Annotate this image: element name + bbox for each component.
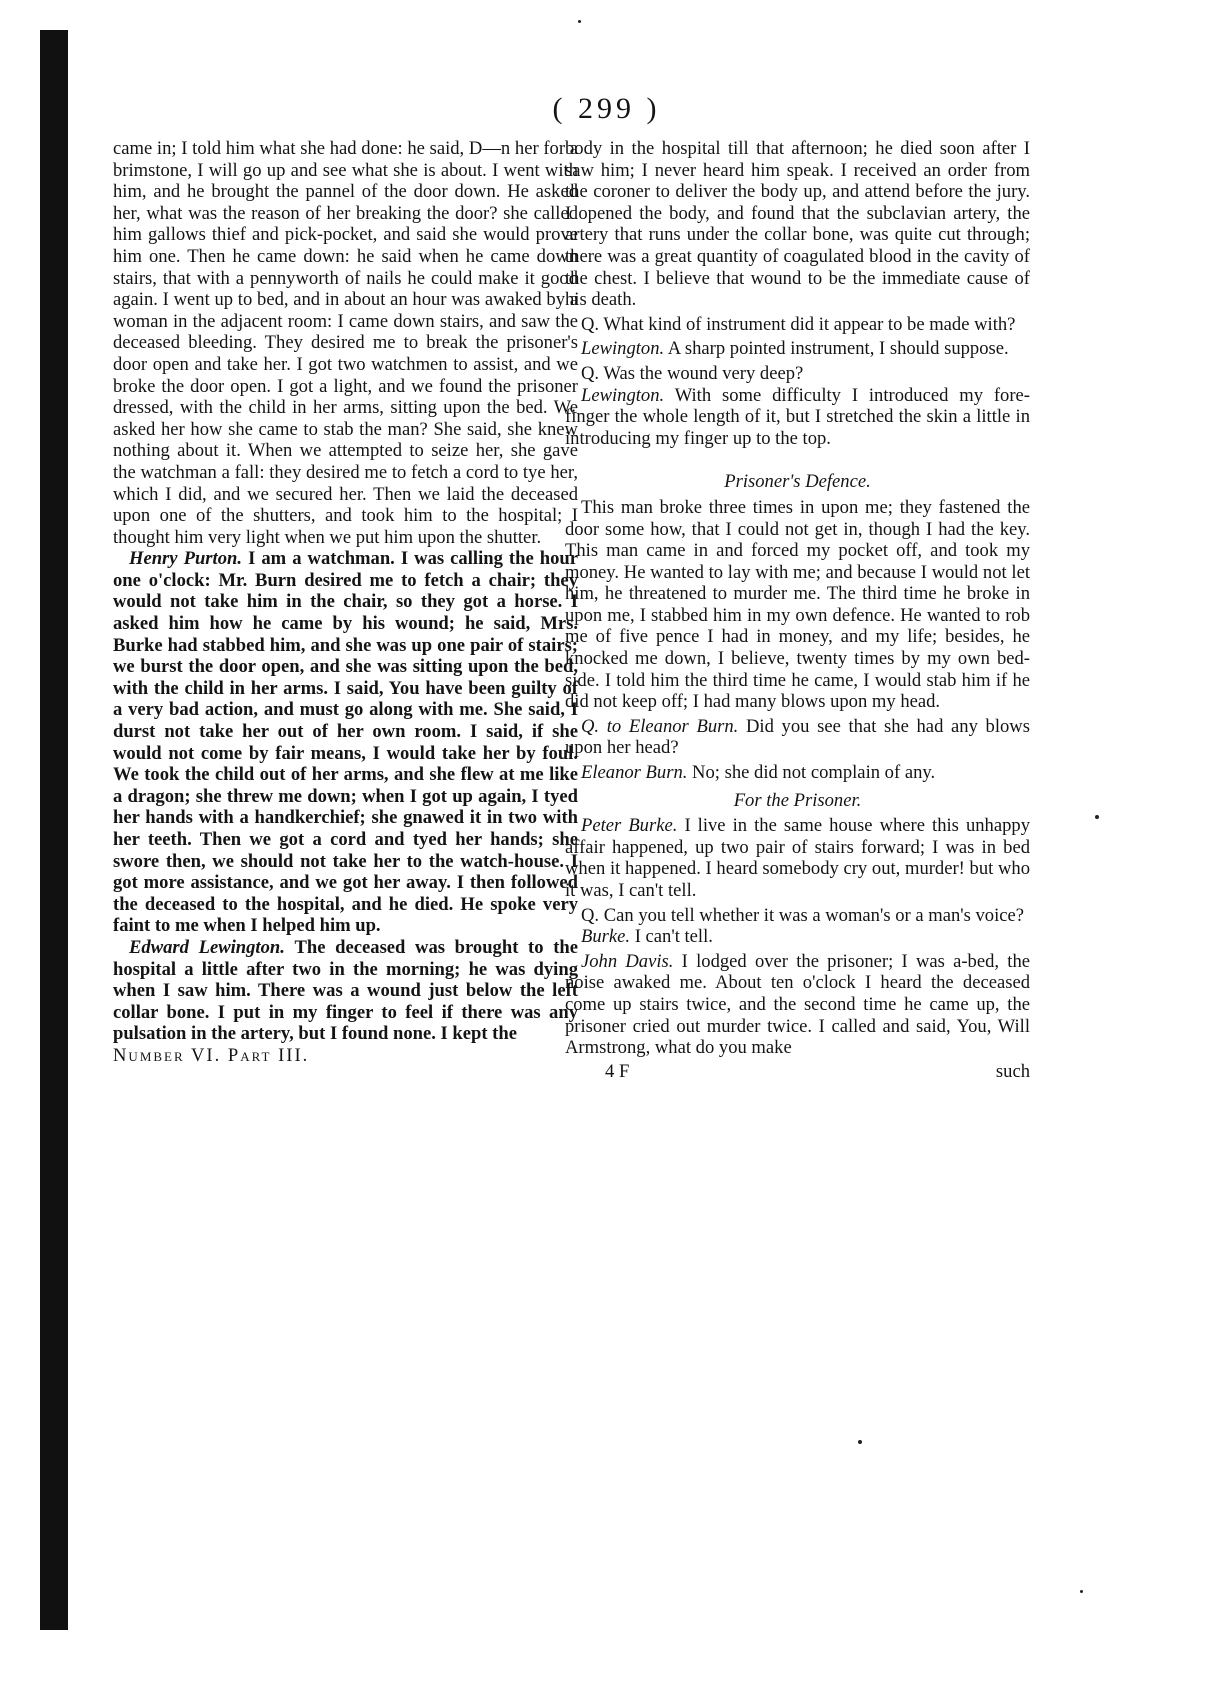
question-instrument: Q. What kind of instrument did it appear to be made with? xyxy=(581,313,1016,335)
question-wound-depth: Q. Was the wound very deep? xyxy=(581,362,804,384)
answer-text: No; she did not complain of any. xyxy=(692,762,936,784)
binding-edge xyxy=(40,30,68,1630)
speaker-name: Lewington. xyxy=(581,338,665,360)
ink-speck xyxy=(1095,815,1099,819)
answer-text: A sharp pointed instrument, I should suppose. xyxy=(667,338,1009,360)
speaker-name: Lewington. xyxy=(581,384,665,406)
speaker-name: Burke. xyxy=(581,926,631,948)
section-heading-for-prisoner: For the Prisoner. xyxy=(733,789,862,811)
speaker-name: John Davis. xyxy=(581,950,674,972)
testimony-text: I am a watchman. I was calling the hour one o'clock: Mr. Burn desired me to fetch a chair; they would not take him in the chair, so they got a horse. I asked him how he came by his wound; he said, Mrs. Burke had stabbed him, and she was up one pair of stairs; we burst the door open, and she was sitting upon the bed, with the child in her arms. I said, You have been guilty of a very bad action, and must go along with me. She said, I durst not take her out of her own room. I said, if she would not come by fair means, I would take her by foul. We took the child out of her arms, and she flew at me like a dragon; she threw me down; when I got up again, I tyed her hands with a handkerchief; she gnawed it in two with her teeth. Then we got a cord and tyed her hands; she swore then, we should not take her to the watch-house. I got more assistance, and we got her away. I then followed the deceased to the hospital, and he died. He spoke very faint to me when I helped him up. xyxy=(113,548,578,937)
testimony-edward-lewington xyxy=(113,937,578,1045)
question-voice: Q. Can you tell whether it was a woman's or a man's voice? xyxy=(581,904,1025,926)
section-heading-defence: Prisoner's Defence. xyxy=(724,471,871,493)
testimony-henry-purton xyxy=(113,548,578,937)
left-paragraph-continuation: came in; I told him what she had done: he said, D—n her for a brimstone, I will go up and see what she is about. I went with him, and he brought the pannel of the door down. He asked her, what was the reason of her breaking the door? she called him gallows thief and pick-pocket, and said she would prove him one. Then he came down: he said when he came down stairs, that with a pennyworth of nails he could make it good again. I went up to bed, and in about an hour was awaked by a woman in the adjacent room: I came down stairs, and saw the deceased bleeding. They desired me to break the prisoner's door open and take her. I got two watchmen to assist, and we broke the door open. I got a light, and we found the prisoner dressed, with the child in her arms, sitting upon the bed. We asked her how she came to stab the man? She said, she knew nothing about it. When we attempted to seize her, she gave the watchman a fall: they desired me to fetch a cord to tye her, which I did, and we secured her. Then we laid the deceased upon one of the shutters, and took him to the hospital; I thought him very light when we put him upon the shutter. xyxy=(113,138,578,548)
ink-speck xyxy=(858,1440,862,1444)
answer-burke xyxy=(565,926,1030,948)
page-number: ( 299 ) xyxy=(552,92,661,125)
testimony-john-davis xyxy=(565,951,1030,1059)
speaker-name: Eleanor Burn. xyxy=(581,762,688,784)
part-footer: Number VI. Part III. xyxy=(113,1044,310,1066)
right-column xyxy=(565,138,1030,1082)
answer-wound-depth xyxy=(565,385,1030,450)
speaker-name: Edward Lewington. xyxy=(129,936,285,958)
speaker-name: Henry Purton. xyxy=(129,548,242,570)
speaker-name: Q. to Eleanor Burn. xyxy=(581,715,739,737)
question-to-eleanor-burn xyxy=(565,716,1030,759)
right-paragraph-continuation: body in the hospital till that afternoon; he died soon after I saw him; I never heard him speak. I received an order from the coroner to deliver the body up, and attend before the jury. I opened the body, and found that the subclavian artery, the artery that runs under the collar bone, was quite cut through; there was a great quantity of coagulated blood in the cavity of the chest. I believe that wound to be the immediate cause of his death. xyxy=(565,138,1030,311)
testimony-text: I live in the same house where this unhappy affair happened, up two pair of stairs forward; I was in bed when it happened. I heard somebody cry out, murder! but who it was, I can't tell. xyxy=(565,815,1030,901)
answer-text: I can't tell. xyxy=(634,926,713,948)
answer-eleanor-burn xyxy=(565,762,1030,784)
answer-instrument xyxy=(565,338,1030,360)
question-text: Did you see that she had any blows upon her head? xyxy=(565,715,1030,759)
answer-text: With some difficulty I introduced my fore-finger the whole length of it, but I stretched the skin a little in introducing my finger up to the top. xyxy=(565,384,1030,449)
ink-speck xyxy=(578,20,581,23)
catchword: such xyxy=(995,1060,1030,1082)
signature-mark: 4 F xyxy=(605,1060,630,1082)
catchline xyxy=(565,1061,1030,1083)
testimony-text: I lodged over the prisoner; I was a-bed, the noise awaked me. About ten o'clock I heard the deceased come up stairs twice, and the second time he came up, the prisoner cried out murder twice. I called and said, You, Will Armstrong, what do you make xyxy=(565,950,1030,1059)
ink-speck xyxy=(1080,1590,1083,1593)
prisoner-defence-text: This man broke three times in upon me; they fastened the door some how, that I could not get in, though I had the key. This man came in and forced my pocket off, and took my money. He wanted to lay with me; and because I would not let him, he threatened to murder me. The third time he broke in upon me, I stabbed him in my own defence. He wanted to rob me of five pence I had in money, and my life; besides, he knocked me down, I believe, twenty times by my own bed-side. I told him the third time he came, I would stab him if he did not keep off; I had many blows upon my head. xyxy=(565,496,1030,713)
left-column xyxy=(113,138,578,1067)
testimony-text: The deceased was brought to the hospital a little after two in the morning; he was dying when I saw him. There was a wound just below the left collar bone. I put in my finger to feel if there was any pulsation in the artery, but I found none. I kept the xyxy=(113,936,578,1045)
testimony-peter-burke xyxy=(565,815,1030,901)
speaker-name: Peter Burke. xyxy=(581,815,678,837)
